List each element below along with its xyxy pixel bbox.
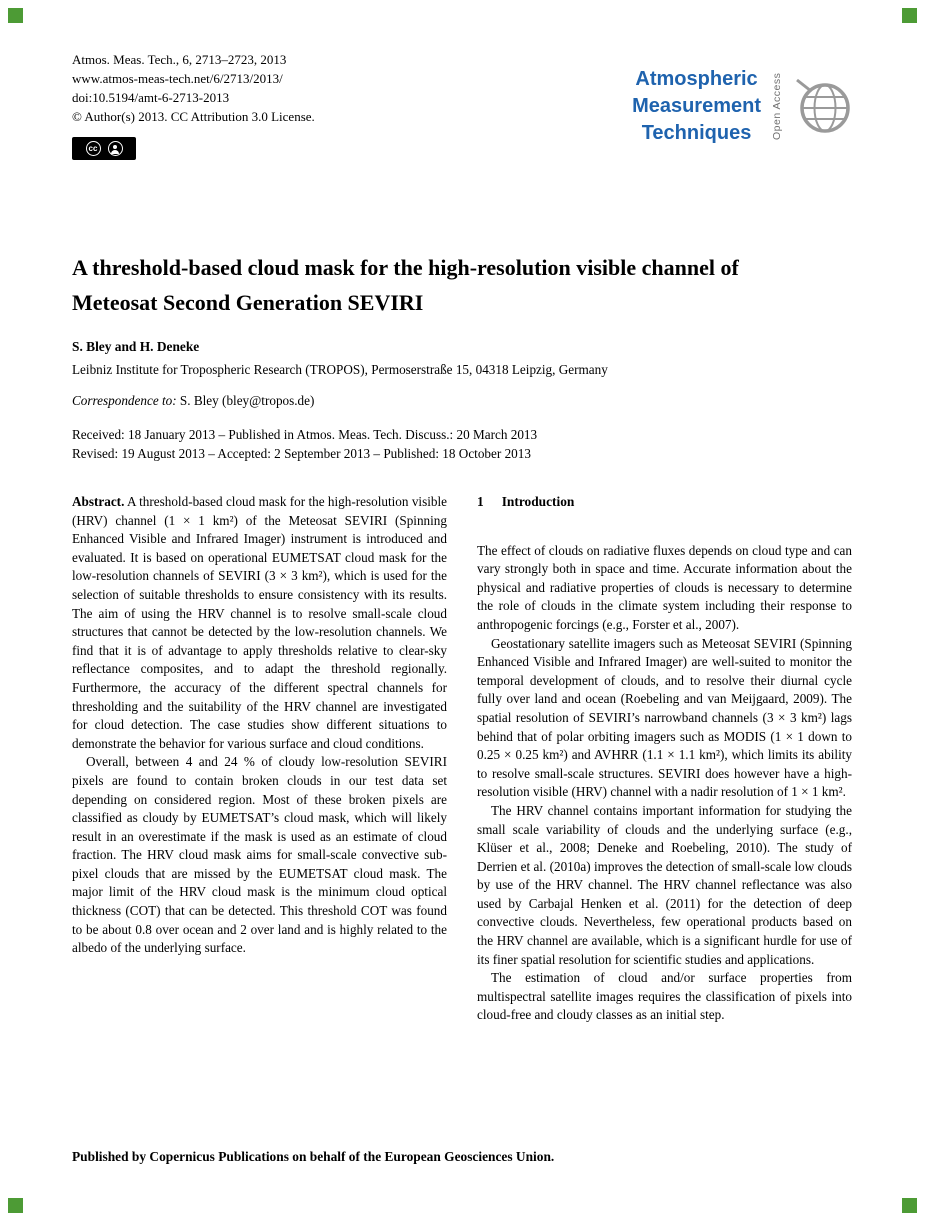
- abstract-label: Abstract.: [72, 494, 125, 509]
- journal-url-link[interactable]: www.atmos-meas-tech.net/6/2713/2013/: [72, 71, 283, 86]
- left-column-abstract: [72, 493, 447, 1025]
- corner-mark-bottom-right: [902, 1198, 917, 1213]
- journal-name-line-1: Atmospheric: [635, 67, 758, 90]
- introduction-paragraph-1: The effect of clouds on radiative fluxes depends on cloud type and can vary strongly both in space and time. Accurate information about the physical and radiative properties of clouds is necessary to determine the role of clouds in the climate system including their response to anthropogenic forcings (e.g., Forster et al., 2007).: [477, 542, 852, 632]
- abstract-paragraph-1: [72, 493, 447, 753]
- license-line: © Author(s) 2013. CC Attribution 3.0 License.: [72, 109, 315, 124]
- article-title: A threshold-based cloud mask for the high-resolution visible channel of Meteosat Second Generation SEVIRI: [72, 255, 739, 315]
- journal-name-line-3: Techniques: [641, 121, 752, 144]
- introduction-paragraph-4: The estimation of cloud and/or surface properties from multispectral satellite images requires the classification of pixels into cloud-free and cloudy classes as an initial step.: [477, 970, 852, 1023]
- corner-mark-top-left: [8, 8, 23, 23]
- introduction-paragraph-3: The HRV channel contains important information for studying the small scale variability of clouds and the underlying surface (e.g., Klüser et al., 2008; Deneke and Roebeling, 2010). The study of Derrien et al. (2010a) improves the detection of small-scale low clouds by use of the HRV channel. The HRV channel reflectance was also used by Carbajal Henken et al. (2011) for the detection of deep convective clouds. Nevertheless, few operational products based on the HRV channel are available, which is a significant hurdle for use of its finer spatial resolution for scientific studies and applications.: [477, 802, 852, 967]
- dates-block: [72, 425, 853, 463]
- journal-masthead: [632, 52, 853, 160]
- authors-line: S. Bley and H. Deneke: [72, 339, 200, 354]
- right-column-introduction: [477, 493, 852, 1025]
- section-number: 1: [477, 494, 484, 509]
- introduction-paragraph-2: Geostationary satellite imagers such as Meteosat SEVIRI (Spinning Enhanced Visible and Infrared Imager) are well-suited to monitor the temporal development of clouds, and to resolve their diurnal cycle fully over land and ocean (Roebeling and van Meijgaard, 2009). The spatial resolution of SEVIRI’s narrowband channels (3 × 3 km²) lags behind that of polar orbiting imagers such as MODIS (1 × 1 down to 0.25 × 0.25 km²) and AVHRR (1.1 × 1.1 km²), which limits its ability to resolve small-scale structures. SEVIRI does however have a high-resolution visible (HRV) channel with a nadir resolution of 1 × 1 km².: [477, 635, 852, 800]
- corner-mark-bottom-left: [8, 1198, 23, 1213]
- publisher-footer: Published by Copernicus Publications on behalf of the European Geosciences Union.: [72, 1149, 555, 1164]
- revised-line: Revised: 19 August 2013 – Accepted: 2 September 2013 – Published: 18 October 2013: [72, 446, 531, 461]
- section-title: Introduction: [501, 494, 575, 509]
- affiliation-line: Leibniz Institute for Tropospheric Research (TROPOS), Permoserstraße 15, 04318 Leipzig, Germany: [72, 362, 608, 377]
- correspondence-value: S. Bley (bley@tropos.de): [176, 393, 315, 408]
- doi-link[interactable]: doi:10.5194/amt-6-2713-2013: [72, 90, 230, 105]
- citation-line: Atmos. Meas. Tech., 6, 2713–2723, 2013: [72, 52, 287, 67]
- citation-block: [72, 50, 315, 160]
- page-header: [72, 0, 853, 160]
- cc-by-badge[interactable]: [72, 137, 136, 160]
- introduction-heading: [477, 493, 852, 512]
- egu-globe-logo: [793, 76, 853, 136]
- person-icon: [108, 141, 123, 156]
- journal-name: [632, 66, 761, 147]
- journal-name-line-2: Measurement: [632, 94, 761, 117]
- cc-icon: cc: [86, 141, 101, 156]
- abstract-text-1: A threshold-based cloud mask for the high-resolution visible (HRV) channel (1 × 1 km²) of the Meteosat SEVIRI (Spinning Enhanced Visible and Infrared Imager) instrument is introduced and evaluated. It is based on operational EUMETSAT cloud mask for the low-resolution channels of SEVIRI (3 × 3 km²), which is used for the selection of suitable thresholds to ensure consistency with its results. The aim of using the HRV channel is to resolve small-scale cloud structures that cannot be detected by the low-resolution channels. We find that it is of advantage to apply thresholds relative to clear-sky reflectance composites, and to adapt the threshold regionally. Furthermore, the accuracy of the different spectral channels for thresholding and the suitability of the HRV channel are investigated for cloud detection. The case studies show different situations to demonstrate the behavior for various surface and cloud conditions.: [72, 494, 447, 751]
- correspondence-label: Correspondence to:: [72, 393, 177, 408]
- received-line: Received: 18 January 2013 – Published in Atmos. Meas. Tech. Discuss.: 20 March 2013: [72, 427, 538, 442]
- correspondence-line: [72, 393, 853, 409]
- abstract-paragraph-2: Overall, between 4 and 24 % of cloudy low-resolution SEVIRI pixels are found to contain broken clouds in our test data set depending on considered region. Most of these broken pixels are classified as cloudy by EUMETSAT’s cloud mask, which will likely result in an overestimate if the mask is used as an estimate of cloud fraction. The HRV cloud mask aims for small-scale convective sub-pixel clouds that are missed by the EUMETSAT cloud mask. The major limit of the HRV cloud mask is the minimum cloud optical thickness (COT) that can be detected. This threshold COT was found to be about 0.8 over ocean and 2 over land and is highly related to the albedo of the underlying surface.: [72, 754, 447, 956]
- corner-mark-top-right: [902, 8, 917, 23]
- body-columns: [72, 493, 853, 1025]
- open-access-label: Open Access: [771, 72, 783, 140]
